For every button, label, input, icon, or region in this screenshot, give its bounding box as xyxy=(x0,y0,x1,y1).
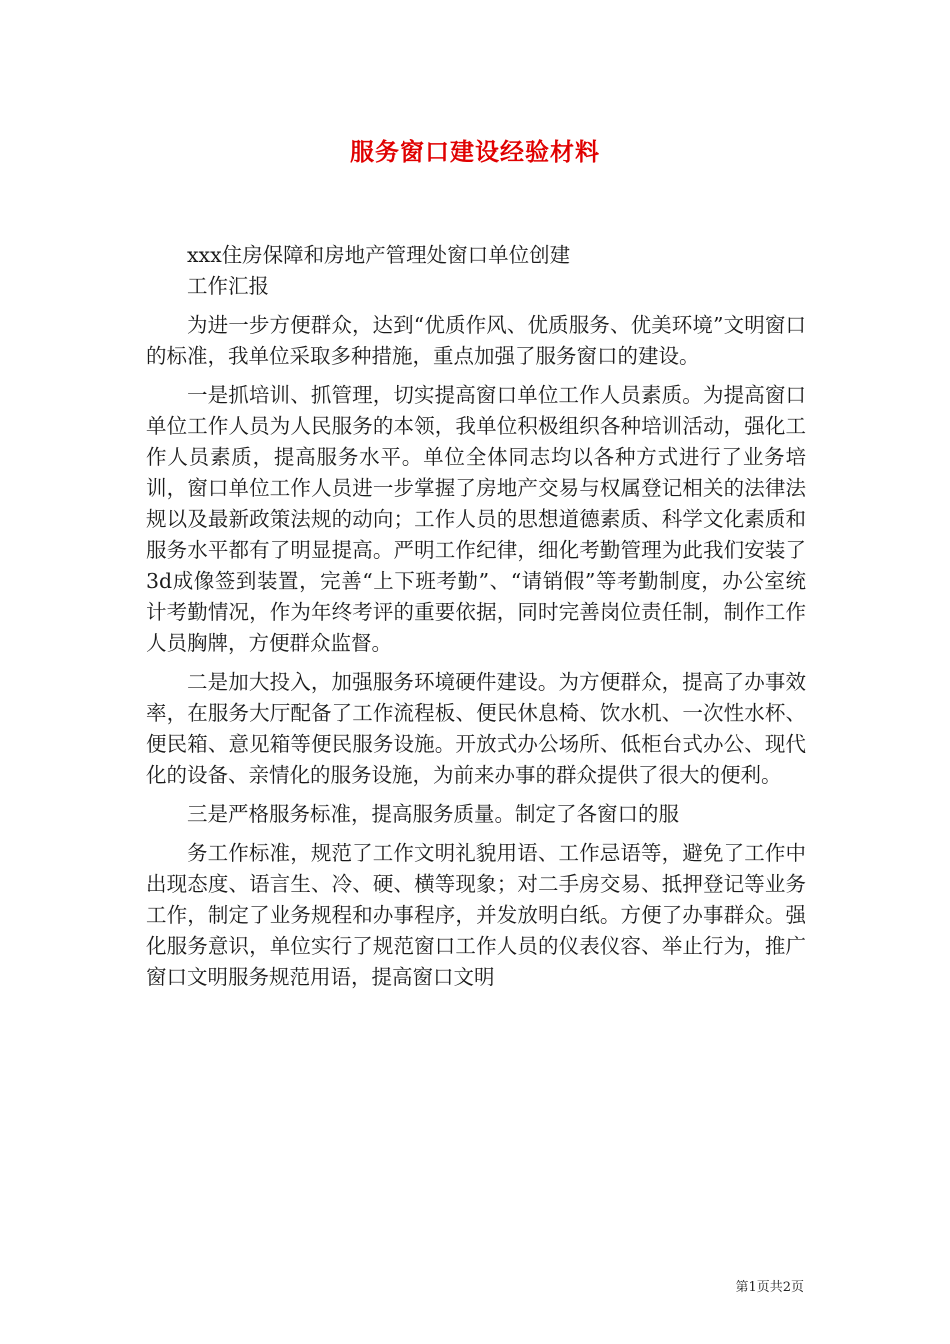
paragraph-intro: 为进一步方便群众，达到“优质作风、优质服务、优美环境”文明窗口的标准，我单位采取多种措施，重点加强了服务窗口的建设。 xyxy=(146,313,806,368)
paragraph-standards-continued: 务工作标准，规范了工作文明礼貌用语、工作忌语等，避免了工作中出现态度、语言生、冷、硬、横等现象；对二手房交易、抵押登记等业务工作，制定了业务规程和办事程序，并发放明白纸。方便了办事群众。强化服务意识，单位实行了规范窗口工作人员的仪表仪容、举止行为，推广窗口文明服务规范用语，提高窗口文明 xyxy=(146,841,806,989)
paragraph-training: 一是抓培训、抓管理，切实提高窗口单位工作人员素质。为提高窗口单位工作人员为人民服务的本领，我单位积极组织各种培训活动，强化工作人员素质，提高服务水平。单位全体同志均以各种方式进行了业务培训，窗口单位工作人员进一步掌握了房地产交易与权属登记相关的法律法规以及最新政策法规的动向；工作人员的思想道德素质、科学文化素质和服务水平都有了明显提高。严明工作纪律，细化考勤管理为此我们安装了3d成像签到装置，完善“上下班考勤”、“请销假”等考勤制度，办公室统计考勤情况，作为年终考评的重要依据，同时完善岗位责任制，制作工作人员胸牌，方便群众监督。 xyxy=(146,383,806,655)
paragraph-investment: 二是加大投入，加强服务环境硬件建设。为方便群众，提高了办事效率，在服务大厅配备了工作流程板、便民休息椅、饮水机、一次性水杯、便民箱、意见箱等便民服务设施。开放式办公场所、低柜台式办公、现代化的设备、亲情化的服务设施，为前来办事的群众提供了很大的便利。 xyxy=(146,670,806,787)
document-title: 服务窗口建设经验材料 xyxy=(350,137,600,166)
page-number: 第1页共2页 xyxy=(735,1280,804,1295)
subtitle-line-2: 工作汇报 xyxy=(187,274,269,298)
document-body xyxy=(146,240,806,993)
subtitle-line-1: xxx住房保障和房地产管理处窗口单位创建 xyxy=(187,243,571,267)
paragraph-standards: 三是严格服务标准，提高服务质量。制定了各窗口的服 xyxy=(187,802,679,826)
